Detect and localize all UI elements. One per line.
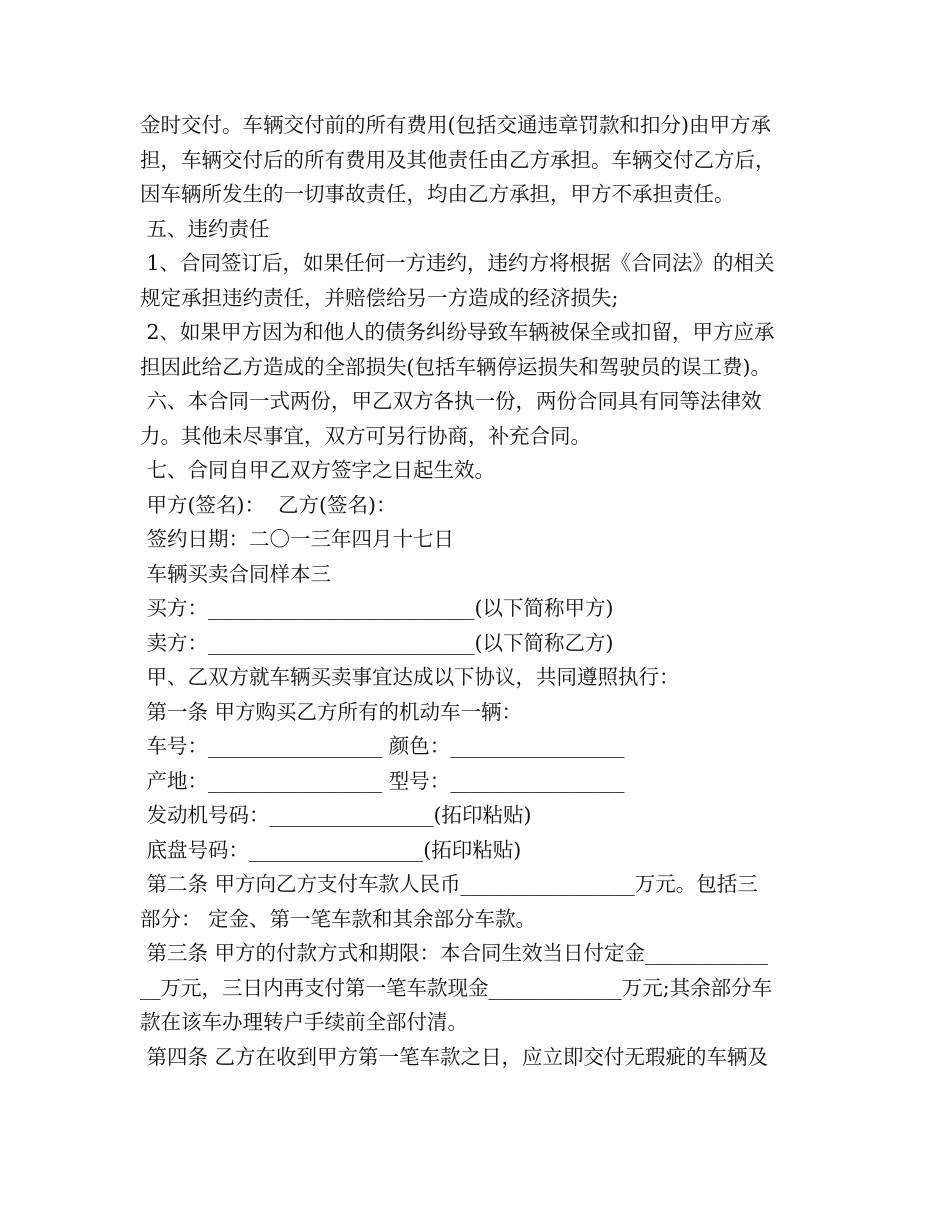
text-line: 第三条 甲方的付款方式和期限：本合同生效当日付定金____________ [140, 941, 769, 965]
article-heading: 第一条 甲方购买乙方所有的机动车一辆： [140, 699, 523, 724]
text-line: 2、如果甲方因为和他人的债务纠纷导致车辆被保全或扣留，甲方应承 [140, 320, 775, 344]
signing-date: 签约日期：二〇一三年四月十七日 [140, 527, 455, 551]
text-line: 1、合同签订后，如果任何一方违约，违约方将根据《合同法》的相关 [140, 251, 775, 275]
text-line: 第四条 乙方在收到甲方第一笔车款之日，应立即交付无瑕疵的车辆及 [140, 1044, 769, 1069]
text-line: 第二条 甲方向乙方支付车款人民币_________________万元。包括三 [140, 872, 758, 896]
text-line: 金时交付。车辆交付前的所有费用(包括交通违章罚款和扣分)由甲方承 [140, 113, 771, 137]
text-line: 款在该车办理转户手续前全部付清。 [140, 1010, 468, 1034]
vehicle-number-color-fields: 车号：_________________ 颜色：_________________ [140, 734, 625, 758]
text-line: 六、本合同一式两份，甲乙双方各执一份，两份合同具有同等法律效 [140, 389, 762, 413]
chassis-number-field: 底盘号码：_________________(拓印粘贴) [140, 837, 522, 862]
section-heading: 五、违约责任 [140, 216, 270, 241]
text-line: 七、合同自甲乙双方签字之日起生效。 [140, 458, 496, 482]
document-page [140, 108, 820, 1074]
text-line: 担，车辆交付后的所有费用及其他责任由乙方承担。车辆交付乙方后， [140, 147, 776, 172]
text-line: 规定承担违约责任，并赔偿给另一方造成的经济损失; [140, 285, 619, 310]
seller-field: 卖方：__________________________(以下简称乙方) [140, 630, 614, 655]
origin-model-fields: 产地：_________________ 型号：_________________ [140, 768, 625, 793]
buyer-field: 买方：__________________________(以下简称甲方) [140, 596, 614, 620]
text-line: 力。其他未尽事宜，双方可另行协商，补充合同。 [140, 423, 591, 448]
signature-line: 甲方(签名)： 乙方(签名)： [140, 492, 397, 517]
contract-title: 车辆买卖合同样本三 [140, 561, 332, 586]
text-line: 担因此给乙方造成的全部损失(包括车辆停运损失和驾驶员的误工费)。 [140, 354, 771, 379]
text-line: __万元，三日内再支付第一笔车款现金_____________万元;其余部分车 [140, 975, 773, 1000]
text-line: 部分： 定金、第一笔车款和其余部分车款。 [140, 906, 537, 931]
text-line: 因车辆所发生的一切事故责任，均由乙方承担，甲方不承担责任。 [140, 182, 735, 206]
engine-number-field: 发动机号码：________________(拓印粘贴) [140, 803, 532, 827]
text-line: 甲、乙双方就车辆买卖事宜达成以下协议，共同遵照执行： [140, 665, 680, 689]
